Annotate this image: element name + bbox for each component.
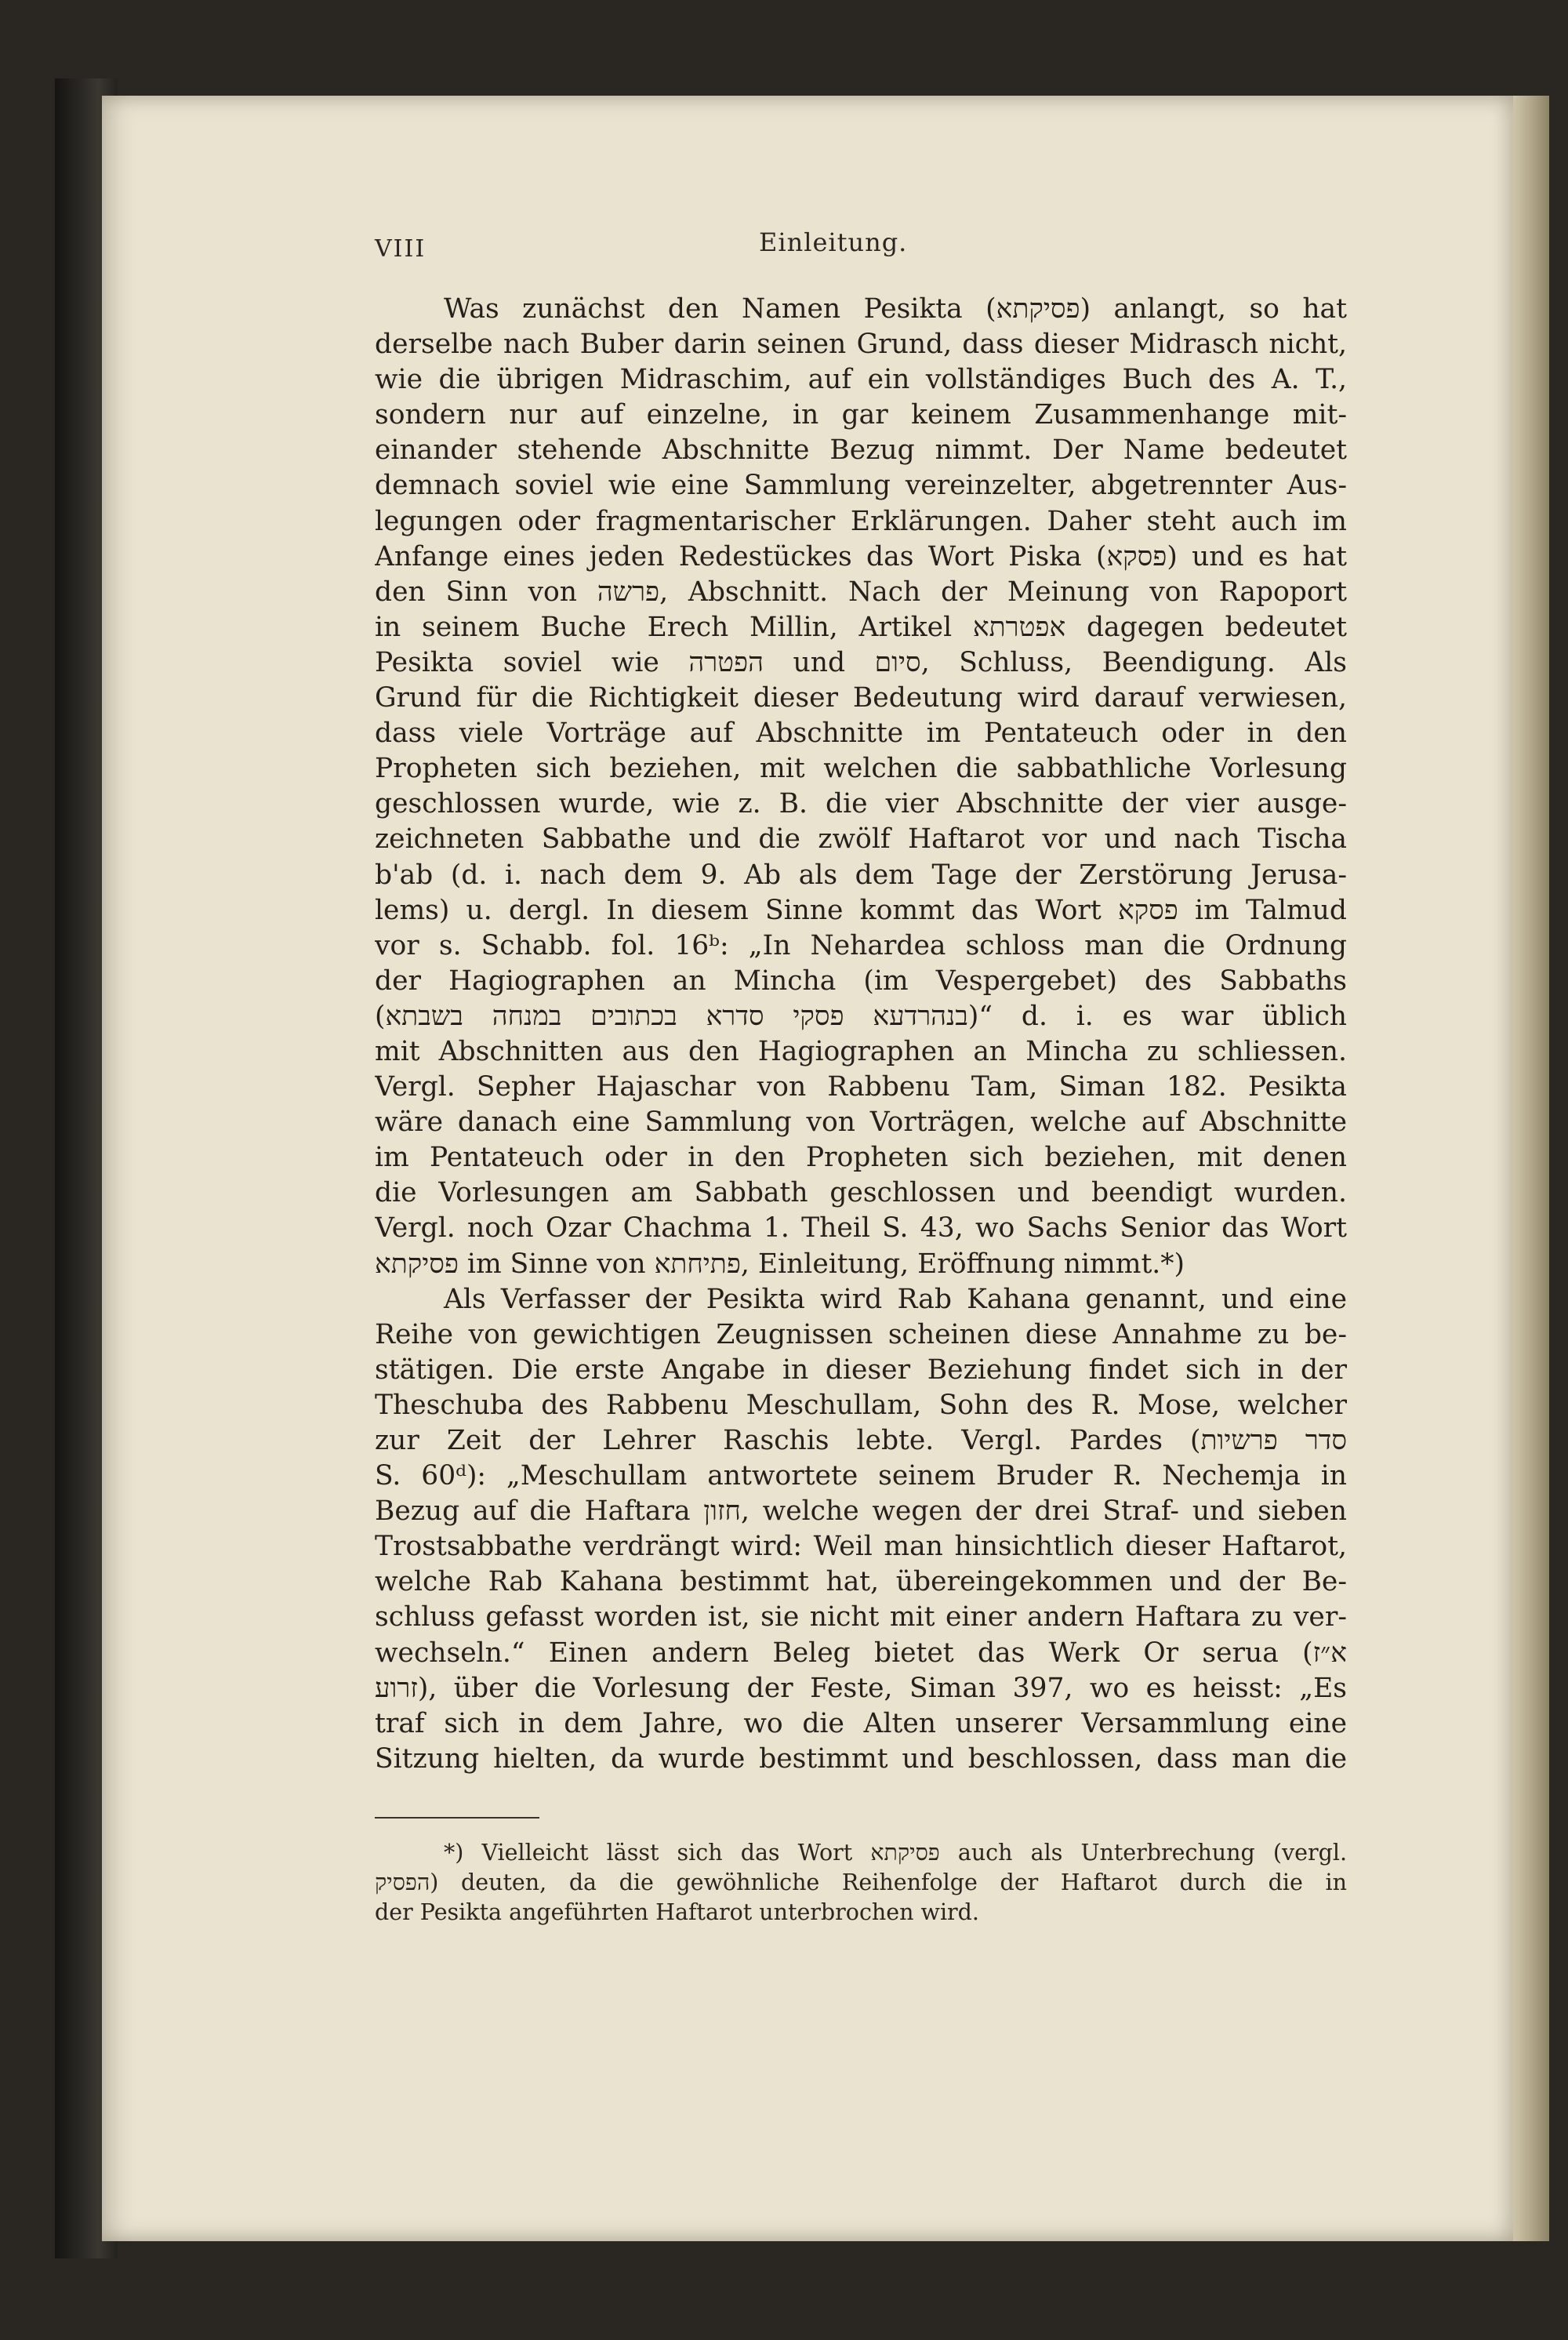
text-line: S. 60ᵈ): „Meschullam antwortete seinem Bruder R. Nechemja in: [375, 1460, 1347, 1492]
footnote-line: הפסיק) deuten, da die gewöhnliche Reihenfolge der Haftarot durch die in: [375, 1869, 1347, 1895]
footnote-line: der Pesikta angeführten Haftarot unterbrochen wird.: [375, 1899, 979, 1925]
text-line: Vergl. noch Ozar Chachma 1. Theil S. 43, wo Sachs Senior das Wort: [375, 1212, 1347, 1244]
text-line: zur Zeit der Lehrer Raschis lebte. Vergl. Pardes (סדר פרשיות: [375, 1425, 1347, 1456]
text-line: der Hagiographen an Mincha (im Vespergebet) des Sabbaths: [375, 965, 1347, 997]
text-line: legungen oder fragmentarischer Erklärungen. Daher steht auch im: [375, 505, 1347, 537]
text-line: Vergl. Sepher Hajaschar von Rabbenu Tam, Siman 182. Pesikta: [375, 1071, 1347, 1103]
text-line: b'ab (d. i. nach dem 9. Ab als dem Tage der Zerstörung Jerusa-: [375, 859, 1347, 891]
text-line: Grund für die Richtigkeit dieser Bedeutung wird darauf verwiesen,: [375, 682, 1347, 714]
text-line: in seinem Buche Erech Millin, Artikel אפטרתא dagegen bedeutet: [375, 611, 1347, 643]
text-line: mit Abschnitten aus den Hagiographen an Mincha zu schliessen.: [375, 1035, 1347, 1067]
text-line: schluss gefasst worden ist, sie nicht mit einer andern Haftara zu ver-: [375, 1601, 1347, 1633]
page-stack-edge: [1513, 96, 1549, 2241]
text-line: Anfange eines jeden Redestückes das Wort Piska (פסקא) und es hat: [375, 540, 1347, 572]
text-line: Als Verfasser der Pesikta wird Rab Kahana genannt, und eine: [444, 1283, 1347, 1315]
text-line: Reihe von gewichtigen Zeugnissen scheinen diese Annahme zu be-: [375, 1318, 1347, 1350]
text-line: Sitzung hielten, da wurde bestimmt und beschlossen, dass man die: [375, 1742, 1347, 1775]
text-line: zeichneten Sabbathe und die zwölf Haftarot vor und nach Tischa: [375, 823, 1347, 856]
text-line: dass viele Vorträge auf Abschnitte im Pentateuch oder in den: [375, 718, 1347, 750]
footnote-rule: [375, 1817, 539, 1819]
text-line: derselbe nach Buber darin seinen Grund, dass dieser Midrasch nicht,: [375, 329, 1347, 361]
text-line: זרוע), über die Vorlesung der Feste, Siman 397, wo es heisst: „Es: [375, 1672, 1347, 1704]
footnote-line: *) Vielleicht lässt sich das Wort פסיקתא auch als Unterbrechung (vergl.: [444, 1840, 1347, 1866]
text-line: einander stehende Abschnitte Bezug nimmt. Der Name bedeutet: [375, 434, 1347, 467]
text-line: wechseln.“ Einen andern Beleg bietet das Werk Or serua (א״ז: [375, 1637, 1347, 1669]
text-line: wie die übrigen Midraschim, auf ein vollständiges Buch des A. T.,: [375, 364, 1347, 396]
text-line: Propheten sich beziehen, mit welchen die sabbathliche Vorlesung: [375, 753, 1347, 785]
body-text: [375, 292, 1347, 1777]
text-line: Was zunächst den Namen Pesikta (פסיקתא) anlangt, so hat: [444, 293, 1347, 325]
text-line: Pesikta soviel wie הפטרה und סיום, Schluss, Beendigung. Als: [375, 646, 1347, 678]
text-line: פסיקתא im Sinne von פתיחתא, Einleitung, Eröffnung nimmt.*): [375, 1248, 1185, 1280]
text-line: stätigen. Die erste Angabe in dieser Beziehung findet sich in der: [375, 1353, 1347, 1386]
text-line: im Pentateuch oder in den Propheten sich beziehen, mit denen: [375, 1142, 1347, 1174]
text-line: den Sinn von פרשה, Abschnitt. Nach der Meinung von Rapoport: [375, 576, 1347, 608]
text-line: wäre danach eine Sammlung von Vorträgen, welche auf Abschnitte: [375, 1106, 1347, 1139]
text-line: traf sich in dem Jahre, wo die Alten unserer Versammlung eine: [375, 1707, 1347, 1739]
footnote: [375, 1838, 1347, 1928]
text-line: Trostsabbathe verdrängt wird: Weil man hinsichtlich dieser Haftarot,: [375, 1531, 1347, 1563]
running-head: Einleitung.: [759, 227, 908, 257]
text-line: welche Rab Kahana bestimmt hat, übereingekommen und der Be-: [375, 1566, 1347, 1598]
text-line: (בנהרדעא פסקי סדרא בכתובים במנחה בשבתא)“ d. i. es war üblich: [375, 1000, 1347, 1032]
text-line: sondern nur auf einzelne, in gar keinem Zusammenhange mit-: [375, 399, 1347, 431]
text-line: Bezug auf die Haftara חזון, welche wegen der drei Straf- und sieben: [375, 1495, 1347, 1528]
text-line: vor s. Schabb. fol. 16ᵇ: „In Nehardea schloss man die Ordnung: [375, 929, 1347, 961]
text-line: geschlossen wurde, wie z. B. die vier Abschnitte der vier ausge-: [375, 788, 1347, 820]
text-line: lems) u. dergl. In diesem Sinne kommt das Wort פסקא im Talmud: [375, 894, 1347, 926]
page-number: VIII: [375, 235, 426, 263]
text-line: die Vorlesungen am Sabbath geschlossen und beendigt wurden.: [375, 1177, 1347, 1209]
page-header: [375, 227, 1347, 274]
text-line: demnach soviel wie eine Sammlung vereinzelter, abgetrennter Aus-: [375, 470, 1347, 502]
text-line: Theschuba des Rabbenu Meschullam, Sohn des R. Mose, welcher: [375, 1389, 1347, 1421]
